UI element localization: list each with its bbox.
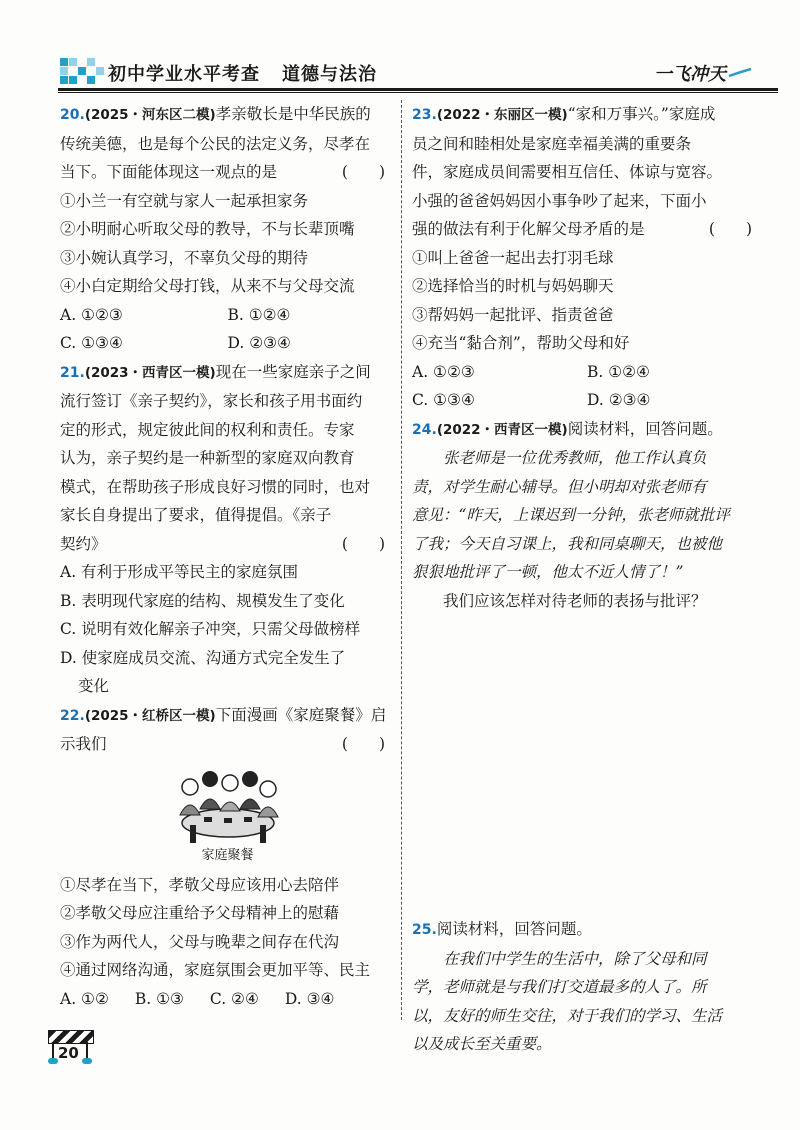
header-rule-thin — [58, 92, 778, 93]
answer-area[interactable] — [412, 615, 762, 915]
answer-blank[interactable]: ( ) — [341, 735, 385, 753]
left-column — [60, 100, 395, 1013]
question-25 — [412, 915, 762, 1059]
question-number: 23. — [412, 107, 437, 123]
cartoon-caption: 家庭聚餐 — [201, 847, 254, 863]
material-line: 在我们中学生的生活中，除了父母和同 — [443, 949, 707, 968]
brand-logo: 一飞冲天 — [654, 64, 726, 85]
material-line: 狠狠地批评了一顿，他太不近人情了！” — [412, 563, 684, 581]
right-column — [412, 100, 762, 1059]
question-20 — [60, 100, 395, 358]
question-source: (2022・西青区一模) — [436, 421, 568, 438]
material-line: 学，老师就是与我们打交道最多的人了。所 — [412, 978, 707, 996]
series-title: 初中学业水平考查 — [108, 64, 260, 85]
option-c[interactable]: C. 说明有效化解亲子冲突，只需父母做榜样 — [60, 620, 361, 638]
stem-line: 现在一些家庭亲子之间 — [215, 362, 371, 381]
stem-line: 孝亲敬长是中华民族的 — [215, 105, 371, 123]
question-number: 24. — [412, 421, 437, 438]
stem-line: 阅读材料，回答问题。 — [567, 419, 723, 438]
header-rule — [58, 88, 778, 91]
header-logo-icon — [60, 58, 104, 86]
material-line: 责，对学生耐心辅导。但小明却对张老师有 — [412, 477, 707, 496]
material-line: 了我；今天自习课上，我和同桌聊天，也被他 — [412, 534, 723, 553]
material-line: 意见：“昨天，上课迟到一分钟，张老师就批评 — [412, 506, 730, 524]
option-d[interactable]: D. ②③④ — [227, 334, 291, 352]
stem-line: 认为，亲子契约是一种新型的家庭双向教育 — [60, 449, 355, 467]
material-line: 以，友好的师生交往，对于我们的学习、生活 — [412, 1006, 723, 1025]
material-line: 以及成长至关重要。 — [412, 1035, 552, 1053]
option-b[interactable]: B. ①③ — [134, 989, 184, 1008]
statement-item: ③作为两代人，父母与晚辈之间存在代沟 — [60, 932, 340, 951]
question-source: (2023・西青区一模) — [84, 364, 216, 381]
stem-line: 示我们 — [60, 735, 107, 753]
question-source: (2025・河东区二模) — [84, 107, 216, 123]
option-b[interactable]: B. ①②④ — [227, 305, 291, 324]
stem-line: 家长自身提出了要求，值得提倡。《亲子 — [60, 506, 332, 524]
stem-line: 下面漫画《家庭聚餐》启 — [215, 705, 387, 724]
question-24 — [412, 415, 762, 916]
option-d[interactable]: D. 使家庭成员交流、沟通方式完全发生了 — [60, 648, 346, 667]
family-dinner-cartoon — [168, 765, 288, 847]
option-a[interactable]: A. ①②③ — [412, 362, 475, 381]
page-number-badge — [48, 1030, 92, 1066]
stem-line: 当下。下面能体现这一观点的是 — [60, 163, 278, 181]
option-c[interactable]: C. ①③④ — [412, 391, 475, 409]
statement-item: ②选择恰当的时机与妈妈聊天 — [412, 277, 614, 295]
statement-item: ③帮妈妈一起批评、指责爸爸 — [412, 305, 614, 324]
badge-foot — [48, 1058, 58, 1064]
question-number: 21. — [60, 364, 85, 381]
option-d[interactable]: D. ②③④ — [587, 391, 651, 409]
header-title — [108, 60, 377, 86]
option-d-continued: 变化 — [78, 677, 110, 695]
statement-item: ①尽孝在当下，孝敬父母应该用心去陪伴 — [60, 875, 340, 894]
option-b[interactable]: B. 表明现代家庭的结构、规模发生了变化 — [60, 591, 345, 610]
stem-line: 件，家庭成员间需要相互信任、体谅与宽容。 — [412, 163, 723, 181]
option-b[interactable]: B. ①②④ — [587, 362, 650, 381]
answer-blank[interactable]: ( ) — [341, 163, 385, 181]
option-a[interactable]: A. ①②③ — [60, 305, 123, 324]
statement-item: ①叫上爸爸一起出去打羽毛球 — [412, 248, 614, 267]
stem-line: 模式，在帮助孩子形成良好习惯的同时，也对 — [60, 477, 371, 496]
stem-line: 传统美德，也是每个公民的法定义务，尽孝在 — [60, 134, 371, 153]
statement-item: ②孝敬父母应注重给予父母精神上的慰藉 — [60, 904, 340, 922]
badge-foot — [82, 1058, 92, 1064]
statement-item: ③小婉认真学习，不辜负父母的期待 — [60, 248, 309, 267]
option-c[interactable]: C. ②④ — [209, 989, 259, 1008]
answer-blank[interactable]: ( ) — [708, 220, 752, 238]
subject-title: 道德与法治 — [282, 64, 377, 85]
stem-line: 定的形式，规定彼此间的权利和责任。专家 — [60, 420, 355, 439]
page-number: 20 — [58, 1044, 79, 1062]
stem-line: 流行签订《亲子契约》，家长和孩子用书面约 — [60, 392, 363, 410]
question-prompt: 我们应该怎样对待老师的表扬与批评？ — [443, 591, 707, 610]
option-a[interactable]: A. 有利于形成平等民主的家庭氛围 — [60, 563, 299, 581]
option-c[interactable]: C. ①③④ — [60, 334, 123, 352]
question-source: (2025・红桥区一模) — [84, 707, 216, 724]
statement-item: ④小白定期给父母打钱，从来不与父母交流 — [60, 277, 355, 295]
question-21 — [60, 358, 395, 701]
stem-line: 强的做法有利于化解父母矛盾的是 — [412, 220, 645, 238]
question-number: 20. — [60, 107, 85, 123]
stem-line: “家和万事兴。”家庭成 — [567, 105, 716, 123]
page-header — [0, 0, 800, 96]
stem-line: 员之间和睦相处是家庭幸福美满的重要条 — [412, 134, 692, 153]
statement-item: ④充当“黏合剂”，帮助父母和好 — [412, 334, 630, 352]
question-source: (2022・东丽区一模) — [436, 107, 568, 123]
stem-line: 阅读材料，回答问题。 — [436, 920, 592, 938]
stem-line: 小强的爸爸妈妈因小事争吵了起来，下面小 — [412, 191, 707, 210]
option-d[interactable]: D. ③④ — [284, 989, 335, 1008]
question-number: 25. — [412, 922, 437, 938]
statement-item: ②小明耐心听取父母的教导，不与长辈顶嘴 — [60, 220, 355, 238]
column-divider — [401, 100, 402, 1020]
statement-item: ④通过网络沟通，家庭氛围会更加平等、民主 — [60, 961, 371, 979]
question-number: 22. — [60, 707, 85, 724]
answer-blank[interactable]: ( ) — [341, 534, 385, 553]
question-23 — [412, 100, 762, 415]
material-line: 张老师是一位优秀教师，他工作认真负 — [443, 449, 707, 467]
statement-item: ①小兰一有空就与家人一起承担家务 — [60, 191, 309, 210]
option-a[interactable]: A. ①② — [60, 989, 109, 1008]
stem-line: 契约》 — [60, 534, 107, 553]
brand-swoosh-icon — [728, 68, 752, 78]
question-22 — [60, 701, 395, 1014]
